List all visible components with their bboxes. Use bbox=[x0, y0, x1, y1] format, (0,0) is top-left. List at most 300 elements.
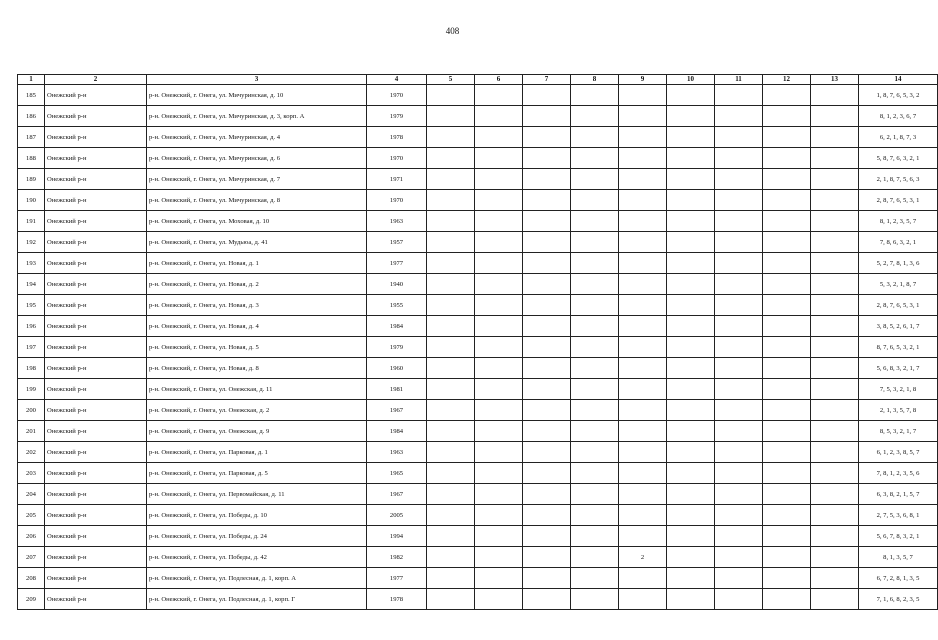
col9-cell bbox=[619, 274, 667, 295]
col11-cell bbox=[715, 85, 763, 106]
col6-cell bbox=[475, 400, 523, 421]
year-cell: 1967 bbox=[367, 484, 427, 505]
address-cell: р-н. Онежский, г. Онега, ул. Победы, д. 24 bbox=[147, 526, 367, 547]
address-cell: р-н. Онежский, г. Онега, ул. Новая, д. 2 bbox=[147, 274, 367, 295]
col9-cell bbox=[619, 169, 667, 190]
col10-cell bbox=[667, 316, 715, 337]
col5-cell bbox=[427, 148, 475, 169]
col13-cell bbox=[811, 148, 859, 169]
row-number: 194 bbox=[18, 274, 45, 295]
district-cell: Онежский р-н bbox=[45, 127, 147, 148]
col11-cell bbox=[715, 169, 763, 190]
col11-cell bbox=[715, 589, 763, 610]
col10-cell bbox=[667, 190, 715, 211]
col12-cell bbox=[763, 400, 811, 421]
col6-cell bbox=[475, 337, 523, 358]
priority-list-cell: 1, 8, 7, 6, 5, 3, 2 bbox=[859, 85, 938, 106]
col12-cell bbox=[763, 106, 811, 127]
col5-cell bbox=[427, 232, 475, 253]
year-cell: 1994 bbox=[367, 526, 427, 547]
table-row bbox=[18, 400, 938, 421]
col12-cell bbox=[763, 190, 811, 211]
table-row bbox=[18, 106, 938, 127]
col10-cell bbox=[667, 358, 715, 379]
col13-cell bbox=[811, 526, 859, 547]
address-cell: р-н. Онежский, г. Онега, ул. Мичуринская, д. 7 bbox=[147, 169, 367, 190]
column-header-7: 7 bbox=[523, 75, 571, 85]
col12-cell bbox=[763, 169, 811, 190]
address-cell: р-н. Онежский, г. Онега, ул. Победы, д. 10 bbox=[147, 505, 367, 526]
priority-list-cell: 5, 8, 7, 6, 3, 2, 1 bbox=[859, 148, 938, 169]
col6-cell bbox=[475, 211, 523, 232]
priority-list-cell: 2, 7, 5, 3, 6, 8, 1 bbox=[859, 505, 938, 526]
row-number: 200 bbox=[18, 400, 45, 421]
col10-cell bbox=[667, 148, 715, 169]
col11-cell bbox=[715, 295, 763, 316]
col8-cell bbox=[571, 379, 619, 400]
row-number: 186 bbox=[18, 106, 45, 127]
col8-cell bbox=[571, 358, 619, 379]
district-cell: Онежский р-н bbox=[45, 568, 147, 589]
table-row bbox=[18, 337, 938, 358]
col13-cell bbox=[811, 463, 859, 484]
col7-cell bbox=[523, 400, 571, 421]
address-cell: р-н. Онежский, г. Онега, ул. Мичуринская, д. 10 bbox=[147, 85, 367, 106]
district-cell: Онежский р-н bbox=[45, 358, 147, 379]
col8-cell bbox=[571, 106, 619, 127]
col7-cell bbox=[523, 589, 571, 610]
col8-cell bbox=[571, 85, 619, 106]
col8-cell bbox=[571, 148, 619, 169]
col12-cell bbox=[763, 337, 811, 358]
col5-cell bbox=[427, 442, 475, 463]
district-cell: Онежский р-н bbox=[45, 547, 147, 568]
district-cell: Онежский р-н bbox=[45, 106, 147, 127]
column-header-6: 6 bbox=[475, 75, 523, 85]
table-row bbox=[18, 463, 938, 484]
col9-cell bbox=[619, 148, 667, 169]
col10-cell bbox=[667, 568, 715, 589]
table-row bbox=[18, 484, 938, 505]
priority-list-cell: 8, 7, 6, 5, 3, 2, 1 bbox=[859, 337, 938, 358]
col13-cell bbox=[811, 358, 859, 379]
col9-cell: 2 bbox=[619, 547, 667, 568]
row-number: 193 bbox=[18, 253, 45, 274]
col7-cell bbox=[523, 568, 571, 589]
col13-cell bbox=[811, 85, 859, 106]
address-cell: р-н. Онежский, г. Онега, ул. Новая, д. 5 bbox=[147, 337, 367, 358]
year-cell: 1979 bbox=[367, 106, 427, 127]
col10-cell bbox=[667, 589, 715, 610]
year-cell: 1970 bbox=[367, 190, 427, 211]
col8-cell bbox=[571, 400, 619, 421]
year-cell: 1965 bbox=[367, 463, 427, 484]
table-row bbox=[18, 505, 938, 526]
col6-cell bbox=[475, 358, 523, 379]
address-cell: р-н. Онежский, г. Онега, ул. Парковая, д. 5 bbox=[147, 463, 367, 484]
col10-cell bbox=[667, 211, 715, 232]
col6-cell bbox=[475, 148, 523, 169]
col6-cell bbox=[475, 505, 523, 526]
year-cell: 1979 bbox=[367, 337, 427, 358]
address-cell: р-н. Онежский, г. Онега, ул. Новая, д. 3 bbox=[147, 295, 367, 316]
address-cell: р-н. Онежский, г. Онега, ул. Мичуринская, д. 4 bbox=[147, 127, 367, 148]
col5-cell bbox=[427, 589, 475, 610]
col13-cell bbox=[811, 421, 859, 442]
col8-cell bbox=[571, 232, 619, 253]
col12-cell bbox=[763, 274, 811, 295]
column-header-9: 9 bbox=[619, 75, 667, 85]
col10-cell bbox=[667, 442, 715, 463]
table-row bbox=[18, 568, 938, 589]
col13-cell bbox=[811, 484, 859, 505]
col13-cell bbox=[811, 379, 859, 400]
table-row bbox=[18, 253, 938, 274]
year-cell: 1977 bbox=[367, 568, 427, 589]
address-cell: р-н. Онежский, г. Онега, ул. Подлесная, д. 1, корп. А bbox=[147, 568, 367, 589]
col7-cell bbox=[523, 274, 571, 295]
col7-cell bbox=[523, 379, 571, 400]
col9-cell bbox=[619, 106, 667, 127]
col11-cell bbox=[715, 568, 763, 589]
priority-list-cell: 6, 1, 2, 3, 8, 5, 7 bbox=[859, 442, 938, 463]
address-cell: р-н. Онежский, г. Онега, ул. Моховая, д. 10 bbox=[147, 211, 367, 232]
col11-cell bbox=[715, 463, 763, 484]
col9-cell bbox=[619, 484, 667, 505]
col7-cell bbox=[523, 505, 571, 526]
district-cell: Онежский р-н bbox=[45, 400, 147, 421]
priority-list-cell: 7, 5, 3, 2, 1, 8 bbox=[859, 379, 938, 400]
col6-cell bbox=[475, 316, 523, 337]
col6-cell bbox=[475, 274, 523, 295]
col12-cell bbox=[763, 421, 811, 442]
col7-cell bbox=[523, 148, 571, 169]
col6-cell bbox=[475, 589, 523, 610]
district-cell: Онежский р-н bbox=[45, 169, 147, 190]
col5-cell bbox=[427, 400, 475, 421]
col11-cell bbox=[715, 316, 763, 337]
row-number: 189 bbox=[18, 169, 45, 190]
col13-cell bbox=[811, 253, 859, 274]
col13-cell bbox=[811, 169, 859, 190]
table-row bbox=[18, 127, 938, 148]
page-number: 408 bbox=[445, 26, 460, 36]
district-cell: Онежский р-н bbox=[45, 421, 147, 442]
col9-cell bbox=[619, 232, 667, 253]
row-number: 199 bbox=[18, 379, 45, 400]
col13-cell bbox=[811, 337, 859, 358]
year-cell: 1977 bbox=[367, 253, 427, 274]
district-cell: Онежский р-н bbox=[45, 85, 147, 106]
year-cell: 1970 bbox=[367, 85, 427, 106]
col8-cell bbox=[571, 127, 619, 148]
col9-cell bbox=[619, 379, 667, 400]
year-cell: 1981 bbox=[367, 379, 427, 400]
row-number: 196 bbox=[18, 316, 45, 337]
col6-cell bbox=[475, 253, 523, 274]
row-number: 205 bbox=[18, 505, 45, 526]
district-cell: Онежский р-н bbox=[45, 211, 147, 232]
col8-cell bbox=[571, 568, 619, 589]
row-number: 201 bbox=[18, 421, 45, 442]
col12-cell bbox=[763, 484, 811, 505]
district-cell: Онежский р-н bbox=[45, 232, 147, 253]
year-cell: 1982 bbox=[367, 547, 427, 568]
priority-list-cell: 7, 8, 1, 2, 3, 5, 6 bbox=[859, 463, 938, 484]
col6-cell bbox=[475, 463, 523, 484]
priority-list-cell: 8, 1, 3, 5, 7 bbox=[859, 547, 938, 568]
col5-cell bbox=[427, 526, 475, 547]
col11-cell bbox=[715, 484, 763, 505]
col12-cell bbox=[763, 358, 811, 379]
col12-cell bbox=[763, 232, 811, 253]
col13-cell bbox=[811, 232, 859, 253]
year-cell: 1971 bbox=[367, 169, 427, 190]
col9-cell bbox=[619, 337, 667, 358]
row-number: 188 bbox=[18, 148, 45, 169]
col10-cell bbox=[667, 526, 715, 547]
table-row bbox=[18, 169, 938, 190]
col7-cell bbox=[523, 526, 571, 547]
district-cell: Онежский р-н bbox=[45, 484, 147, 505]
col12-cell bbox=[763, 148, 811, 169]
row-number: 202 bbox=[18, 442, 45, 463]
col10-cell bbox=[667, 232, 715, 253]
col13-cell bbox=[811, 190, 859, 211]
col11-cell bbox=[715, 400, 763, 421]
col8-cell bbox=[571, 442, 619, 463]
col7-cell bbox=[523, 316, 571, 337]
col13-cell bbox=[811, 400, 859, 421]
year-cell: 1963 bbox=[367, 442, 427, 463]
year-cell: 1970 bbox=[367, 148, 427, 169]
column-header-4: 4 bbox=[367, 75, 427, 85]
column-header-14: 14 bbox=[859, 75, 938, 85]
row-number: 206 bbox=[18, 526, 45, 547]
col10-cell bbox=[667, 484, 715, 505]
col11-cell bbox=[715, 127, 763, 148]
col5-cell bbox=[427, 568, 475, 589]
priority-list-cell: 5, 2, 7, 8, 1, 3, 6 bbox=[859, 253, 938, 274]
year-cell: 1978 bbox=[367, 127, 427, 148]
row-number: 187 bbox=[18, 127, 45, 148]
data-table bbox=[17, 74, 938, 610]
col12-cell bbox=[763, 568, 811, 589]
col9-cell bbox=[619, 421, 667, 442]
col11-cell bbox=[715, 358, 763, 379]
col6-cell bbox=[475, 442, 523, 463]
district-cell: Онежский р-н bbox=[45, 190, 147, 211]
col13-cell bbox=[811, 547, 859, 568]
col6-cell bbox=[475, 379, 523, 400]
col5-cell bbox=[427, 295, 475, 316]
col11-cell bbox=[715, 442, 763, 463]
priority-list-cell: 2, 1, 8, 7, 5, 6, 3 bbox=[859, 169, 938, 190]
col8-cell bbox=[571, 505, 619, 526]
col11-cell bbox=[715, 526, 763, 547]
col10-cell bbox=[667, 463, 715, 484]
col10-cell bbox=[667, 400, 715, 421]
table-row bbox=[18, 358, 938, 379]
col9-cell bbox=[619, 526, 667, 547]
col11-cell bbox=[715, 211, 763, 232]
col13-cell bbox=[811, 274, 859, 295]
col5-cell bbox=[427, 169, 475, 190]
priority-list-cell: 7, 8, 6, 3, 2, 1 bbox=[859, 232, 938, 253]
col12-cell bbox=[763, 589, 811, 610]
col11-cell bbox=[715, 106, 763, 127]
priority-list-cell: 8, 1, 2, 3, 5, 7 bbox=[859, 211, 938, 232]
col7-cell bbox=[523, 232, 571, 253]
col7-cell bbox=[523, 463, 571, 484]
priority-list-cell: 5, 3, 2, 1, 8, 7 bbox=[859, 274, 938, 295]
col7-cell bbox=[523, 337, 571, 358]
column-header-13: 13 bbox=[811, 75, 859, 85]
table-row bbox=[18, 274, 938, 295]
row-number: 191 bbox=[18, 211, 45, 232]
col8-cell bbox=[571, 526, 619, 547]
col9-cell bbox=[619, 190, 667, 211]
col5-cell bbox=[427, 211, 475, 232]
col6-cell bbox=[475, 295, 523, 316]
col5-cell bbox=[427, 337, 475, 358]
col5-cell bbox=[427, 190, 475, 211]
col11-cell bbox=[715, 190, 763, 211]
year-cell: 1984 bbox=[367, 316, 427, 337]
row-number: 198 bbox=[18, 358, 45, 379]
col8-cell bbox=[571, 274, 619, 295]
table-row bbox=[18, 148, 938, 169]
table-row bbox=[18, 232, 938, 253]
priority-list-cell: 8, 5, 3, 2, 1, 7 bbox=[859, 421, 938, 442]
priority-list-cell: 6, 7, 2, 8, 1, 3, 5 bbox=[859, 568, 938, 589]
col10-cell bbox=[667, 337, 715, 358]
row-number: 197 bbox=[18, 337, 45, 358]
col12-cell bbox=[763, 547, 811, 568]
district-cell: Онежский р-н bbox=[45, 379, 147, 400]
col8-cell bbox=[571, 589, 619, 610]
col6-cell bbox=[475, 484, 523, 505]
col5-cell bbox=[427, 547, 475, 568]
address-cell: р-н. Онежский, г. Онега, ул. Онежская, д. 9 bbox=[147, 421, 367, 442]
col10-cell bbox=[667, 295, 715, 316]
col10-cell bbox=[667, 127, 715, 148]
table-row bbox=[18, 442, 938, 463]
col7-cell bbox=[523, 85, 571, 106]
col7-cell bbox=[523, 421, 571, 442]
col11-cell bbox=[715, 232, 763, 253]
col5-cell bbox=[427, 484, 475, 505]
col6-cell bbox=[475, 190, 523, 211]
col7-cell bbox=[523, 547, 571, 568]
address-cell: р-н. Онежский, г. Онега, ул. Победы, д. 42 bbox=[147, 547, 367, 568]
col12-cell bbox=[763, 211, 811, 232]
district-cell: Онежский р-н bbox=[45, 253, 147, 274]
table-row bbox=[18, 211, 938, 232]
col9-cell bbox=[619, 295, 667, 316]
address-cell: р-н. Онежский, г. Онега, ул. Мичуринская, д. 3, корп. А bbox=[147, 106, 367, 127]
table-row bbox=[18, 85, 938, 106]
col9-cell bbox=[619, 463, 667, 484]
col5-cell bbox=[427, 127, 475, 148]
col7-cell bbox=[523, 442, 571, 463]
col5-cell bbox=[427, 316, 475, 337]
col8-cell bbox=[571, 463, 619, 484]
column-header-11: 11 bbox=[715, 75, 763, 85]
col8-cell bbox=[571, 169, 619, 190]
col7-cell bbox=[523, 190, 571, 211]
col12-cell bbox=[763, 463, 811, 484]
col7-cell bbox=[523, 484, 571, 505]
district-cell: Онежский р-н bbox=[45, 463, 147, 484]
col9-cell bbox=[619, 442, 667, 463]
col7-cell bbox=[523, 295, 571, 316]
col5-cell bbox=[427, 505, 475, 526]
col9-cell bbox=[619, 358, 667, 379]
table-body bbox=[18, 85, 938, 610]
col13-cell bbox=[811, 211, 859, 232]
col10-cell bbox=[667, 106, 715, 127]
col8-cell bbox=[571, 421, 619, 442]
col6-cell bbox=[475, 526, 523, 547]
col10-cell bbox=[667, 253, 715, 274]
year-cell: 2005 bbox=[367, 505, 427, 526]
table-row bbox=[18, 316, 938, 337]
table-row bbox=[18, 526, 938, 547]
col8-cell bbox=[571, 295, 619, 316]
column-header-5: 5 bbox=[427, 75, 475, 85]
col11-cell bbox=[715, 505, 763, 526]
col8-cell bbox=[571, 337, 619, 358]
address-cell: р-н. Онежский, г. Онега, ул. Новая, д. 1 bbox=[147, 253, 367, 274]
col7-cell bbox=[523, 253, 571, 274]
address-cell: р-н. Онежский, г. Онега, ул. Мудьюа, д. 41 bbox=[147, 232, 367, 253]
column-header-2: 2 bbox=[45, 75, 147, 85]
col9-cell bbox=[619, 253, 667, 274]
col5-cell bbox=[427, 106, 475, 127]
col10-cell bbox=[667, 547, 715, 568]
priority-list-cell: 5, 6, 7, 8, 3, 2, 1 bbox=[859, 526, 938, 547]
col7-cell bbox=[523, 106, 571, 127]
year-cell: 1967 bbox=[367, 400, 427, 421]
row-number: 207 bbox=[18, 547, 45, 568]
col12-cell bbox=[763, 127, 811, 148]
col13-cell bbox=[811, 505, 859, 526]
district-cell: Онежский р-н bbox=[45, 505, 147, 526]
address-cell: р-н. Онежский, г. Онега, ул. Подлесная, д. 1, корп. Г bbox=[147, 589, 367, 610]
col9-cell bbox=[619, 400, 667, 421]
year-cell: 1957 bbox=[367, 232, 427, 253]
col13-cell bbox=[811, 568, 859, 589]
priority-list-cell: 8, 1, 2, 3, 6, 7 bbox=[859, 106, 938, 127]
col7-cell bbox=[523, 169, 571, 190]
col6-cell bbox=[475, 106, 523, 127]
address-cell: р-н. Онежский, г. Онега, ул. Онежская, д. 11 bbox=[147, 379, 367, 400]
col5-cell bbox=[427, 379, 475, 400]
col11-cell bbox=[715, 274, 763, 295]
year-cell: 1940 bbox=[367, 274, 427, 295]
priority-list-cell: 6, 2, 1, 8, 7, 3 bbox=[859, 127, 938, 148]
district-cell: Онежский р-н bbox=[45, 316, 147, 337]
col5-cell bbox=[427, 358, 475, 379]
address-cell: р-н. Онежский, г. Онега, ул. Первомайская, д. 11 bbox=[147, 484, 367, 505]
col9-cell bbox=[619, 211, 667, 232]
row-number: 208 bbox=[18, 568, 45, 589]
col8-cell bbox=[571, 253, 619, 274]
col12-cell bbox=[763, 85, 811, 106]
col8-cell bbox=[571, 316, 619, 337]
priority-list-cell: 5, 6, 8, 3, 2, 1, 7 bbox=[859, 358, 938, 379]
